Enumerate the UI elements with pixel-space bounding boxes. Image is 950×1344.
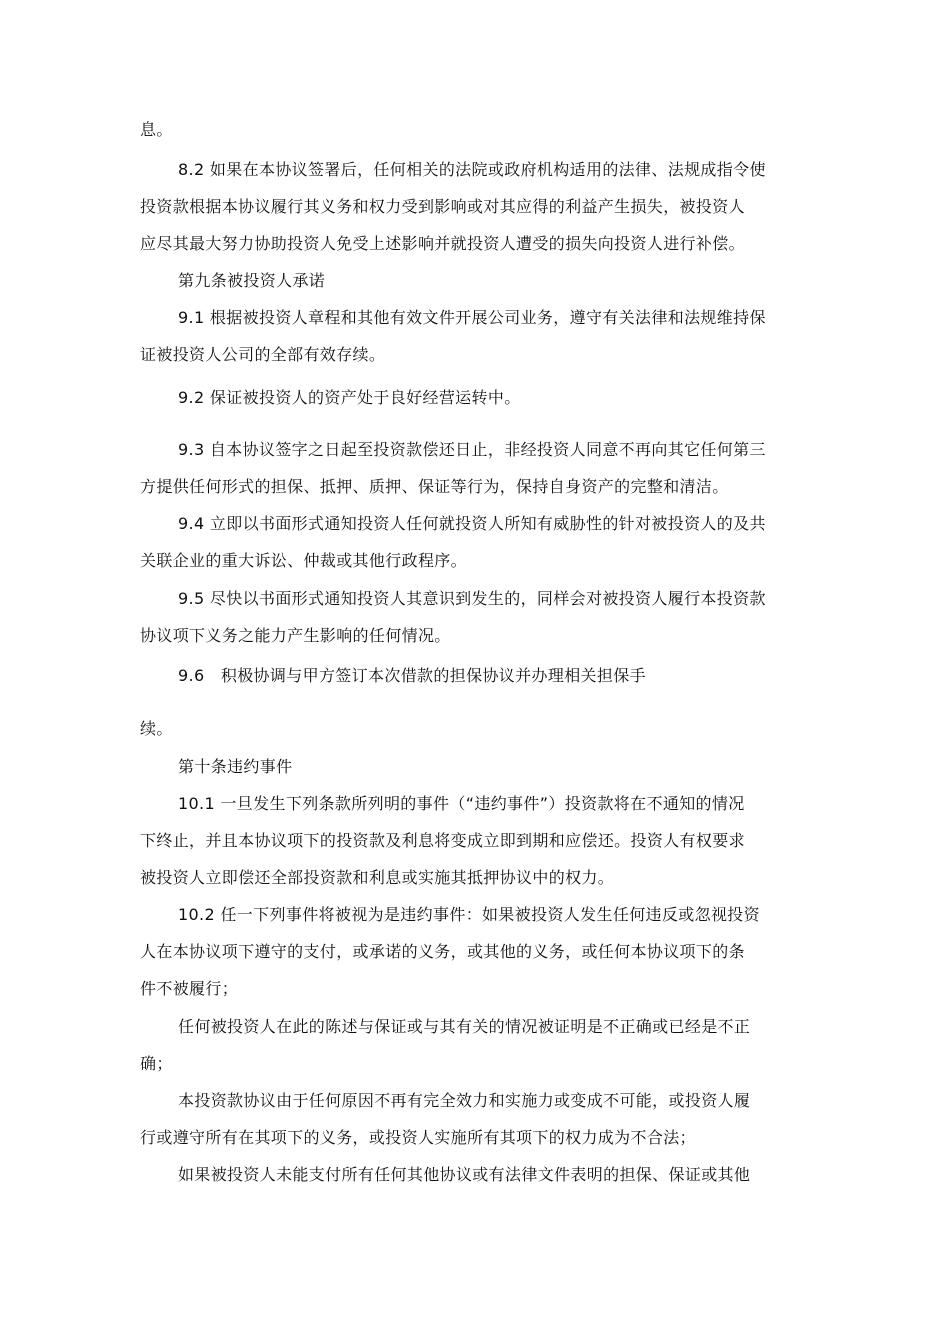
text-line: 关联企业的重大诉讼、仲裁或其他行政程序。: [140, 551, 468, 570]
text-line: 8.2 如果在本协议签署后，任何相关的法院或政府机构适用的法律、法规成指令使: [178, 160, 766, 179]
text-line: 10.2 任一下列事件将被视为是违约事件：如果被投资人发生任何违反或忽视投资: [178, 905, 761, 924]
text-line: 任何被投资人在此的陈述与保证或与其有关的情况被证明是不正确或已经是不正: [178, 1017, 751, 1036]
text-line: 应尽其最大努力协助投资人免受上述影响并就投资人遭受的损失向投资人进行补偿。: [140, 234, 745, 253]
text-line: 10.1 一旦发生下列条款所列明的事件（“违约事件”）投资款将在不通知的情况: [178, 794, 745, 813]
text-line: 9.1 根据被投资人章程和其他有效文件开展公司业务，遵守有关法律和法规维持保: [178, 308, 766, 327]
text-line: 9.3 自本协议签字之日起至投资款偿还日止，非经投资人同意不再向其它任何第三: [178, 440, 766, 459]
text-line: 续。: [140, 719, 173, 738]
text-line: 9.2 保证被投资人的资产处于良好经营运转中。: [178, 388, 521, 407]
text-line: 9.5 尽快以书面形式通知投资人其意识到发生的，同样会对被投资人履行本投资款: [178, 589, 766, 608]
text-line: 息。: [140, 120, 173, 139]
text-line: 9.4 立即以书面形式通知投资人任何就投资人所知有威胁性的针对被投资人的及共: [178, 514, 766, 533]
text-line: 人在本协议项下遵守的支付，或承诺的义务，或其他的义务，或任何本协议项下的条: [140, 942, 745, 961]
text-line: 下终止，并且本协议项下的投资款及利息将变成立即到期和应偿还。投资人有权要求: [140, 831, 745, 850]
text-line: 投资款根据本协议履行其义务和权力受到影响或对其应得的利益产生损失，被投资人: [140, 197, 745, 216]
section-heading: 第十条违约事件: [178, 757, 293, 776]
text-line: 件不被履行；: [140, 979, 239, 998]
text-line: 确；: [140, 1054, 173, 1073]
text-line: 9.6 积极协调与甲方签订本次借款的担保协议并办理相关担保手: [178, 666, 646, 685]
text-line: 方提供任何形式的担保、抵押、质押、保证等行为，保持自身资产的完整和清洁。: [140, 477, 729, 496]
text-line: 被投资人立即偿还全部投资款和利息或实施其抵押协议中的权力。: [140, 868, 615, 887]
section-heading: 第九条被投资人承诺: [178, 271, 326, 290]
text-line: 证被投资人公司的全部有效存续。: [140, 345, 386, 364]
text-line: 本投资款协议由于任何原因不再有完全效力和实施力或变成不可能，或投资人履: [178, 1091, 751, 1110]
text-line: 协议项下义务之能力产生影响的任何情况。: [140, 626, 451, 645]
text-line: 如果被投资人未能支付所有任何其他协议或有法律文件表明的担保、保证或其他: [178, 1165, 751, 1184]
text-line: 行或遵守所有在其项下的义务，或投资人实施所有其项下的权力成为不合法；: [140, 1128, 696, 1147]
